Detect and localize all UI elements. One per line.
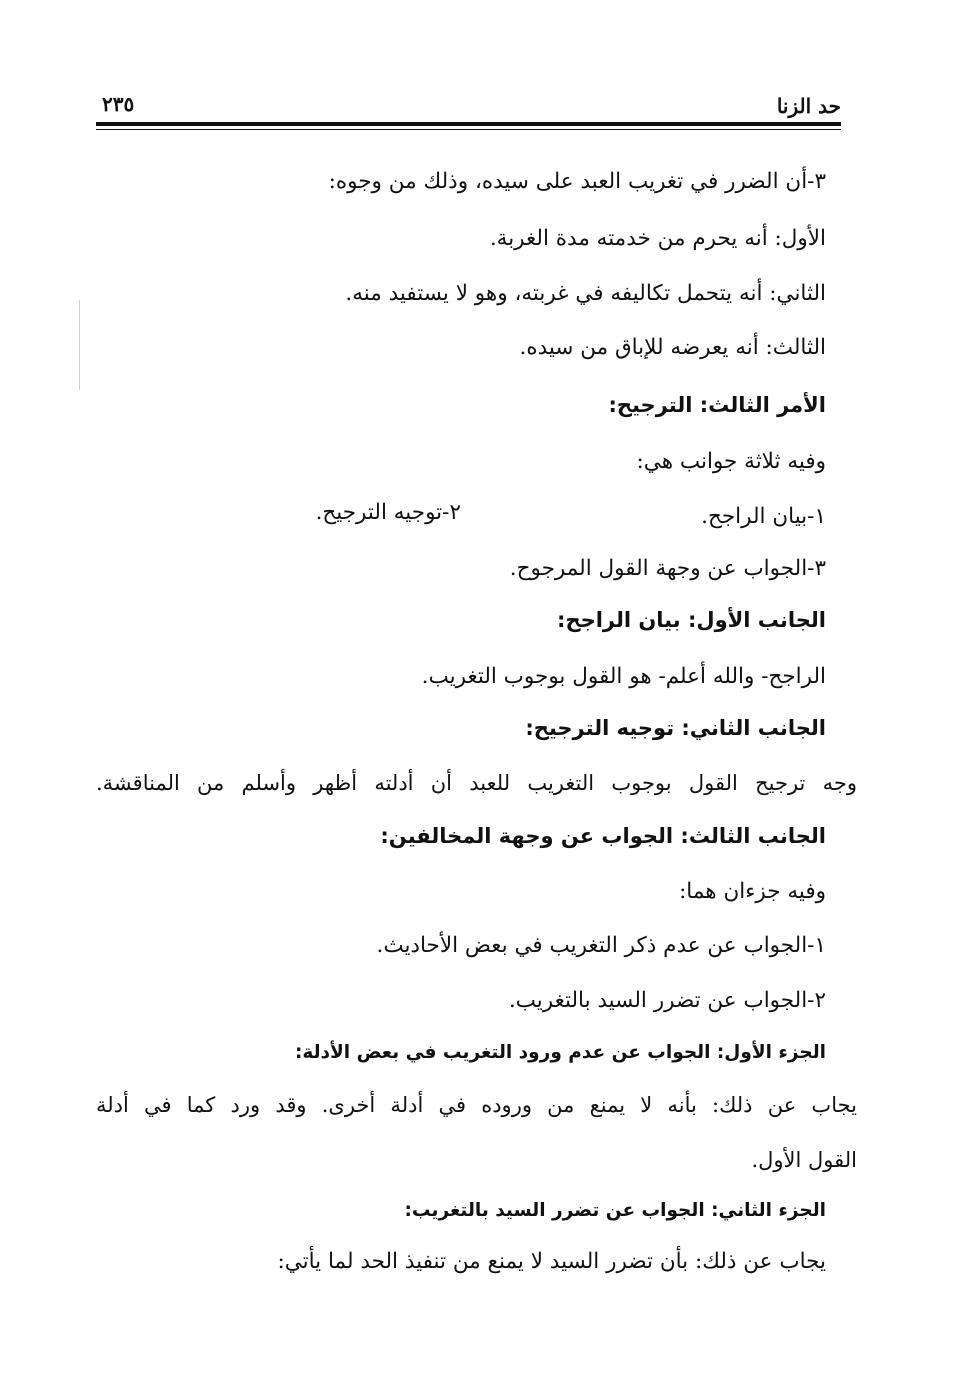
- paragraph-line: وفيه ثلاثة جوانب هي:: [636, 449, 826, 474]
- subsection-heading: الجانب الأول: بيان الراجح:: [557, 608, 826, 632]
- paragraph-line: القول الأول.: [751, 1148, 857, 1172]
- scan-margin-mark: [79, 300, 80, 390]
- subsection-heading: الجزء الأول: الجواب عن عدم ورود التغريب في بعض الأدلة:: [294, 1042, 826, 1063]
- paragraph-line: الثالث: أنه يعرضه للإباق من سيده.: [519, 335, 826, 360]
- subsection-heading: الجانب الثاني: توجيه الترجيح:: [525, 716, 826, 740]
- paragraph-line: الأول: أنه يحرم من خدمته مدة الغربة.: [489, 226, 826, 251]
- subsection-heading: الجزء الثاني: الجواب عن تضرر السيد بالتغريب:: [404, 1200, 826, 1221]
- list-item: ١-الجواب عن عدم ذكر التغريب في بعض الأحاديث.: [376, 933, 826, 958]
- list-item: ٢-الجواب عن تضرر السيد بالتغريب.: [508, 988, 826, 1013]
- paragraph-line: يجاب عن ذلك: بأن تضرر السيد لا يمنع من تنفيذ الحد لما يأتي:: [277, 1249, 826, 1274]
- paragraph-line: ٣-أن الضرر في تغريب العبد على سيده، وذلك من وجوه:: [328, 169, 826, 194]
- section-heading: الأمر الثالث: الترجيح:: [608, 393, 826, 417]
- paragraph-line: يجاب عن ذلك: بأنه لا يمنع من وروده في أدلة أخرى. وقد ورد كما في أدلة: [96, 1093, 857, 1117]
- running-header: [96, 92, 841, 126]
- paragraph-line: الراجح- والله أعلم- هو القول بوجوب التغريب.: [421, 664, 826, 689]
- paragraph-line: وجه ترجيح القول بوجوب التغريب للعبد أن أدلته أظهر وأسلم من المناقشة.: [96, 771, 858, 795]
- paragraph-line: وفيه جزءان هما:: [679, 879, 826, 904]
- subsection-heading: الجانب الثالث: الجواب عن وجهة المخالفين:: [380, 824, 826, 848]
- list-item: ٢-توجيه الترجيح.: [315, 500, 461, 525]
- list-item: ١-بيان الراجح.: [701, 504, 826, 529]
- paragraph-line: الثاني: أنه يتحمل تكاليفه في غربته، وهو لا يستفيد منه.: [345, 281, 826, 306]
- header-rule-thin: [96, 129, 841, 130]
- page-number: ٢٣٥: [102, 92, 135, 116]
- chapter-title: حد الزنا: [776, 94, 841, 118]
- list-item: ٣-الجواب عن وجهة القول المرجوح.: [509, 556, 826, 581]
- header-rule-thick: [96, 122, 841, 126]
